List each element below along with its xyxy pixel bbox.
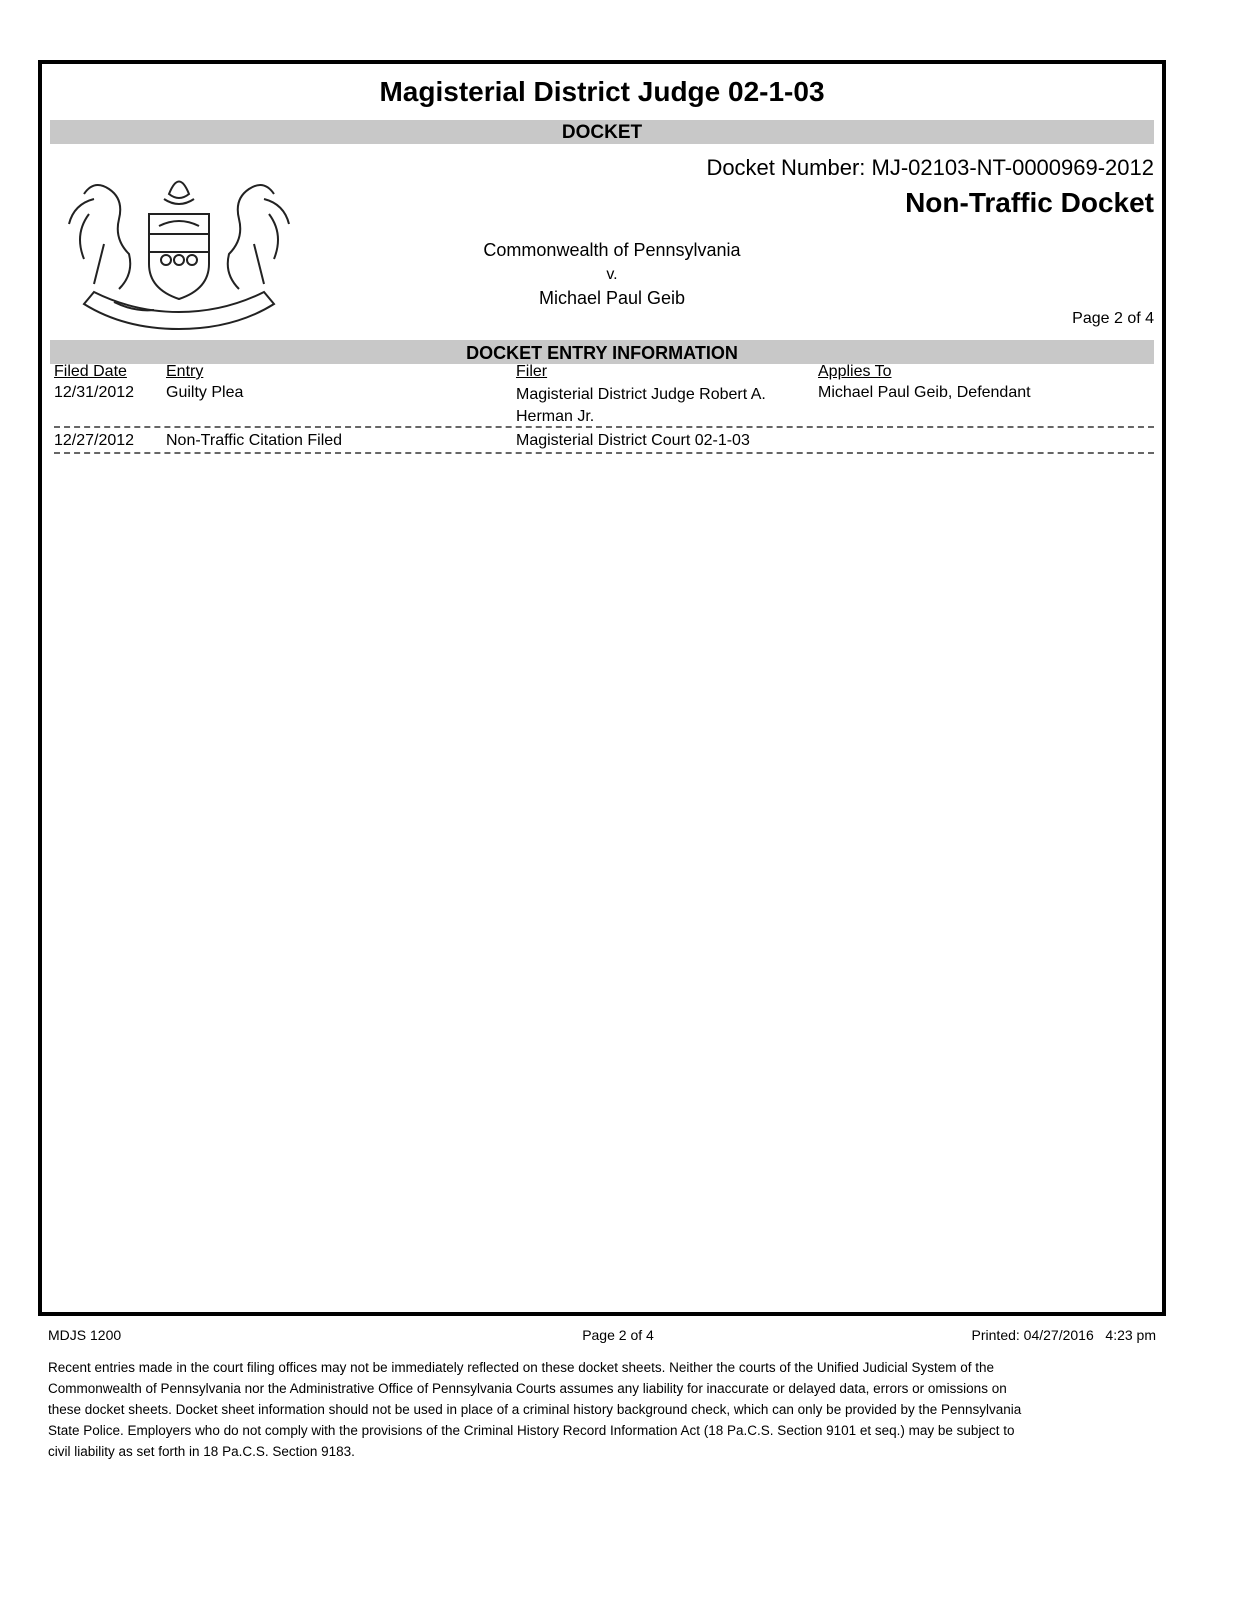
column-header-entry: Entry [166, 363, 204, 380]
column-header-applies-to: Applies To [818, 363, 892, 380]
page-indicator: Page 2 of 4 [1072, 310, 1154, 327]
caption-defendant: Michael Paul Geib [538, 288, 686, 308]
filer: Magisterial District Judge Robert A. [516, 386, 766, 403]
entry: Guilty Plea [166, 384, 244, 401]
filed-date: 12/31/2012 [54, 384, 135, 401]
applies-to: Michael Paul Geib, Defendant [818, 384, 1031, 401]
docket-type: Non-Traffic Docket [905, 187, 1154, 218]
docket-section-bar: DOCKET [50, 120, 1154, 144]
printed-timestamp: Printed: 04/27/2016 4:23 pm [971, 1327, 1156, 1343]
docket-entry-section-bar: DOCKET ENTRY INFORMATION [50, 340, 1154, 364]
footer-page: Page 2 of 4 [582, 1327, 654, 1343]
docket-number: Docket Number: MJ-02103-NT-0000969-2012 [706, 155, 1154, 180]
caption-plaintiff: Commonwealth of Pennsylvania [483, 240, 741, 260]
row-divider [54, 426, 1154, 428]
filed-date: 12/27/2012 [54, 432, 135, 449]
caption-versus: v. [606, 266, 618, 283]
court-title: Magisterial District Judge 02-1-03 [379, 76, 825, 107]
docket-frame [38, 60, 1166, 1316]
form-id: MDJS 1200 [48, 1327, 122, 1343]
row-divider [54, 452, 1154, 454]
filer: Magisterial District Court 02-1-03 [516, 432, 750, 449]
entry: Non-Traffic Citation Filed [166, 432, 343, 449]
filer-continued: Herman Jr. [516, 408, 595, 425]
pennsylvania-coat-of-arms-icon [54, 154, 304, 336]
column-header-filer: Filer [516, 363, 548, 380]
column-header-filed-date: Filed Date [54, 363, 127, 380]
disclaimer: Recent entries made in the court filing offices may not be immediately reflected on these docket sheets. Neither the courts of the Unified Judicial System of the Commonwealth of Pennsylvania nor the Administrative Office of Pennsylvania Courts assumes any liability for inaccurate or delayed data, errors or omissions on these docket sheets. Docket sheet information should not be used in place of a criminal history background check, which can only be provided by the Pennsylvania State Police. Employers who do not comply with the provisions of the Criminal History Record Information Act (18 Pa.C.S. Section 9101 et seq.) may be subject to civil liability as set forth in 18 Pa.C.S. Section 9183. [48, 1360, 1022, 1459]
